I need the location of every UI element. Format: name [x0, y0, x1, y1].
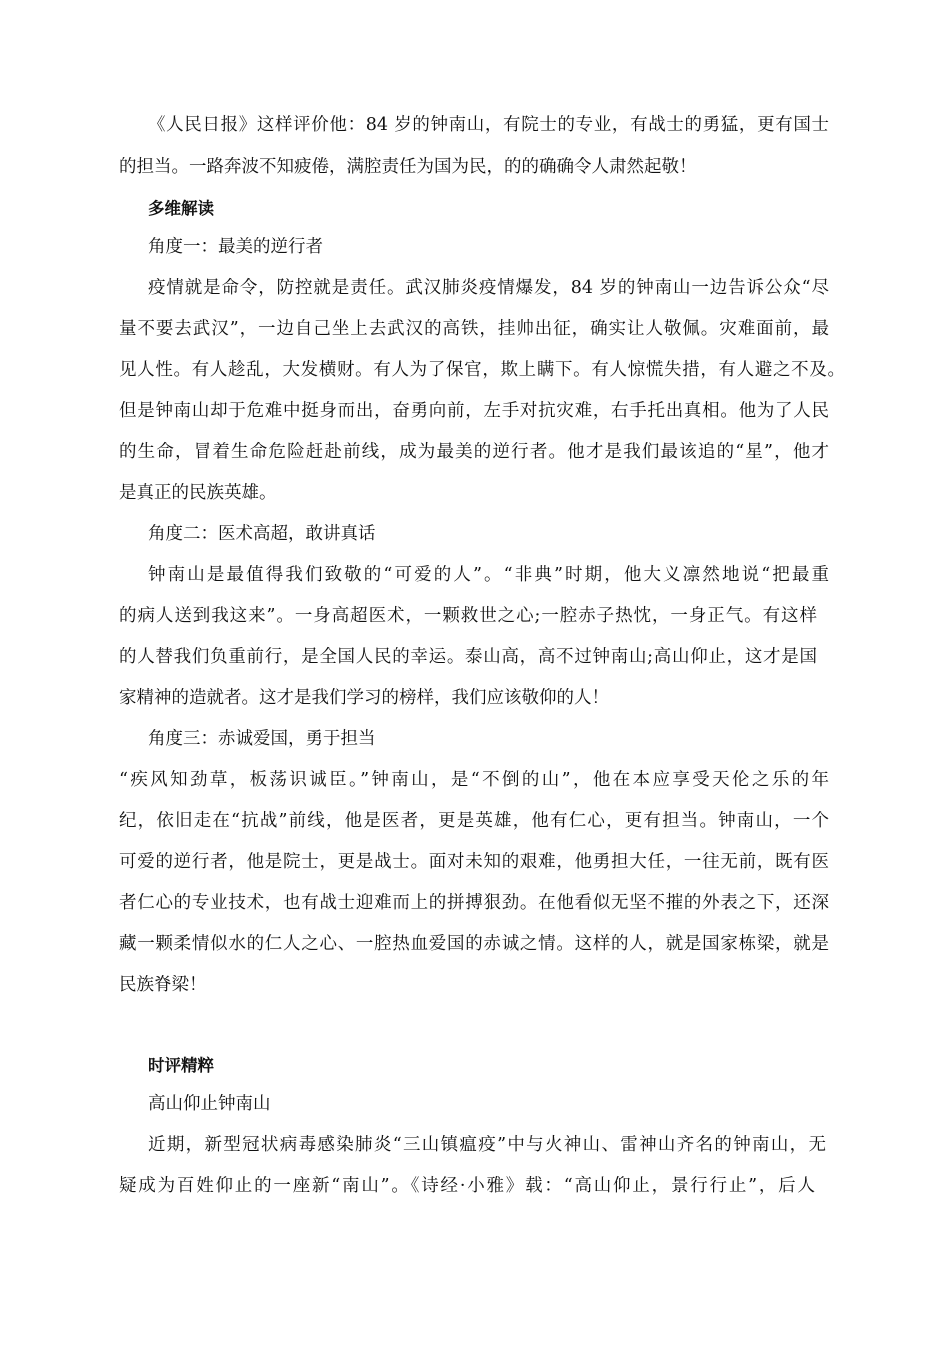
- section-heading: 多维解读: [148, 199, 214, 218]
- paragraph-line: 但是钟南山却于危难中挺身而出，奋勇向前，左手对抗灾难，右手托出真相。他为了人民: [119, 401, 829, 421]
- paragraph-line: 近期，新型冠状病毒感染肺炎“三山镇瘟疫”中与火神山、雷神山齐名的钟南山，无: [148, 1135, 826, 1155]
- paragraph-line: 家精神的造就者。这才是我们学习的榜样，我们应该敬仰的人！: [119, 688, 609, 708]
- paragraph-line: 疫情就是命令，防控就是责任。武汉肺炎疫情爆发，84 岁的钟南山一边告诉公众“尽: [148, 278, 829, 298]
- paragraph-line: 是真正的民族英雄。: [119, 483, 277, 503]
- paragraph-line: 的病人送到我这来”。一身高超医术，一颗救世之心;一腔赤子热忱，一身正气。有这样: [119, 606, 817, 626]
- paragraph-line: 《人民日报》这样评价他：84 岁的钟南山，有院士的专业，有战士的勇猛，更有国士: [148, 115, 829, 135]
- paragraph-line: 可爱的逆行者，他是院士，更是战士。面对未知的艰难，他勇担大任，一往无前，既有医: [119, 852, 829, 872]
- paragraph-line: 民族脊梁！: [119, 975, 207, 995]
- paragraph-line: 的生命，冒着生命危险赶赴前线，成为最美的逆行者。他才是我们最该追的“星”，他才: [119, 442, 829, 462]
- section-heading: 时评精粹: [148, 1056, 214, 1075]
- paragraph-line: 藏一颗柔情似水的仁人之心、一腔热血爱国的赤诚之情。这样的人，就是国家栋梁，就是: [119, 934, 829, 954]
- subheading: 高山仰止钟南山: [148, 1094, 271, 1114]
- paragraph-line: 者仁心的专业技术，也有战士迎难而上的拼搏狠劲。在他看似无坚不摧的外表之下，还深: [119, 893, 829, 913]
- subheading: 角度一：最美的逆行者: [148, 237, 323, 257]
- subheading: 角度二：医术高超，敢讲真话: [148, 524, 376, 544]
- paragraph-line: 疑成为百姓仰止的一座新“南山”。《诗经·小雅》载：“高山仰止，景行行止”，后人: [119, 1176, 815, 1196]
- paragraph-line: “疾风知劲草，板荡识诚臣。”钟南山，是“不倒的山”，他在本应享受天伦之乐的年: [119, 770, 829, 790]
- subheading: 角度三：赤诚爱国，勇于担当: [148, 729, 376, 749]
- paragraph-line: 纪，依旧走在“抗战”前线，他是医者，更是英雄，他有仁心，更有担当。钟南山，一个: [119, 811, 829, 831]
- paragraph-line: 的担当。一路奔波不知疲倦，满腔责任为国为民，的的确确令人肃然起敬！: [119, 157, 697, 177]
- paragraph-line: 的人替我们负重前行，是全国人民的幸运。泰山高，高不过钟南山;高山仰止，这才是国: [119, 647, 817, 667]
- paragraph-line: 量不要去武汉”，一边自己坐上去武汉的高铁，挂帅出征，确实让人敬佩。灾难面前，最: [119, 319, 829, 339]
- paragraph-line: 见人性。有人趁乱，大发横财。有人为了保官，欺上瞒下。有人惊慌失措，有人避之不及。: [119, 360, 845, 380]
- paragraph-line: 钟南山是最值得我们致敬的“可爱的人”。“非典”时期，他大义凛然地说“把最重: [148, 565, 829, 585]
